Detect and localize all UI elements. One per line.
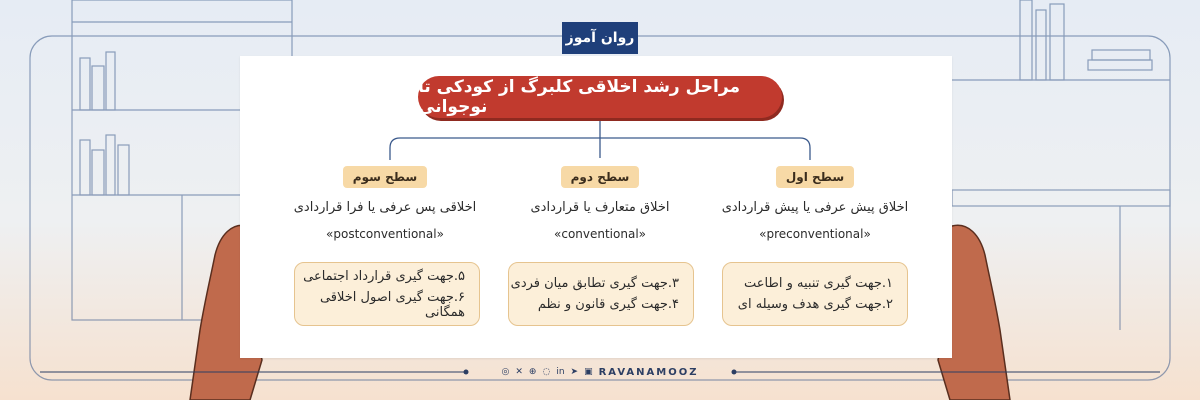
level-3-stages-box [294, 262, 480, 326]
logo-text: روان آموز [565, 30, 635, 46]
x-icon[interactable]: ✕ [515, 367, 523, 377]
level-3-name: اخلاقی پس عرفی یا فرا قراردادی [293, 200, 477, 215]
instagram-icon[interactable]: ◎ [501, 367, 510, 377]
linkedin-icon[interactable]: in [556, 367, 565, 377]
ravanamooz-icon[interactable]: ▣ [584, 367, 593, 377]
level-3-tag: سطح سوم [343, 166, 427, 188]
level-1-name: اخلاق پیش عرفی یا پیش قراردادی [721, 200, 909, 215]
level-3-english: «postconventional» [326, 227, 444, 241]
footer [472, 364, 728, 380]
level-2-stages-box [508, 262, 694, 326]
stage-item: ۳.جهت گیری تطابق میان فردی [510, 276, 679, 291]
level-2-column [475, 166, 725, 241]
level-1-column [690, 166, 940, 241]
stage-item: ۱.جهت گیری تنبیه و اطاعت [744, 276, 893, 291]
level-1-tag: سطح اول [776, 166, 854, 188]
level-1-stages-box [722, 262, 908, 326]
telegram-icon[interactable]: ➤ [570, 367, 579, 377]
title-text: مراحل رشد اخلاقی کلبرگ از کودکی تا نوجوانی [418, 77, 740, 117]
level-1-english: «preconventional» [759, 227, 871, 241]
web-icon[interactable]: ⊕ [528, 367, 537, 377]
stage-item: ۲.جهت گیری هدف وسیله ای [737, 297, 893, 312]
stage-item: ۵.جهت گیری قرارداد اجتماعی [303, 268, 465, 284]
level-2-tag: سطح دوم [561, 166, 640, 188]
stage-item: ۴.جهت گیری قانون و نظم [537, 297, 679, 312]
level-2-english: «conventional» [554, 227, 646, 241]
whatsapp-icon[interactable]: ◌ [542, 367, 551, 377]
page-title [418, 76, 782, 118]
level-3-column [260, 166, 510, 241]
footer-brand: RAVANAMOOZ [598, 366, 699, 378]
level-2-name: اخلاق متعارف یا قراردادی [530, 200, 670, 215]
stage-item: ۶.جهت گیری اصول اخلاقی همگانی [319, 289, 465, 320]
